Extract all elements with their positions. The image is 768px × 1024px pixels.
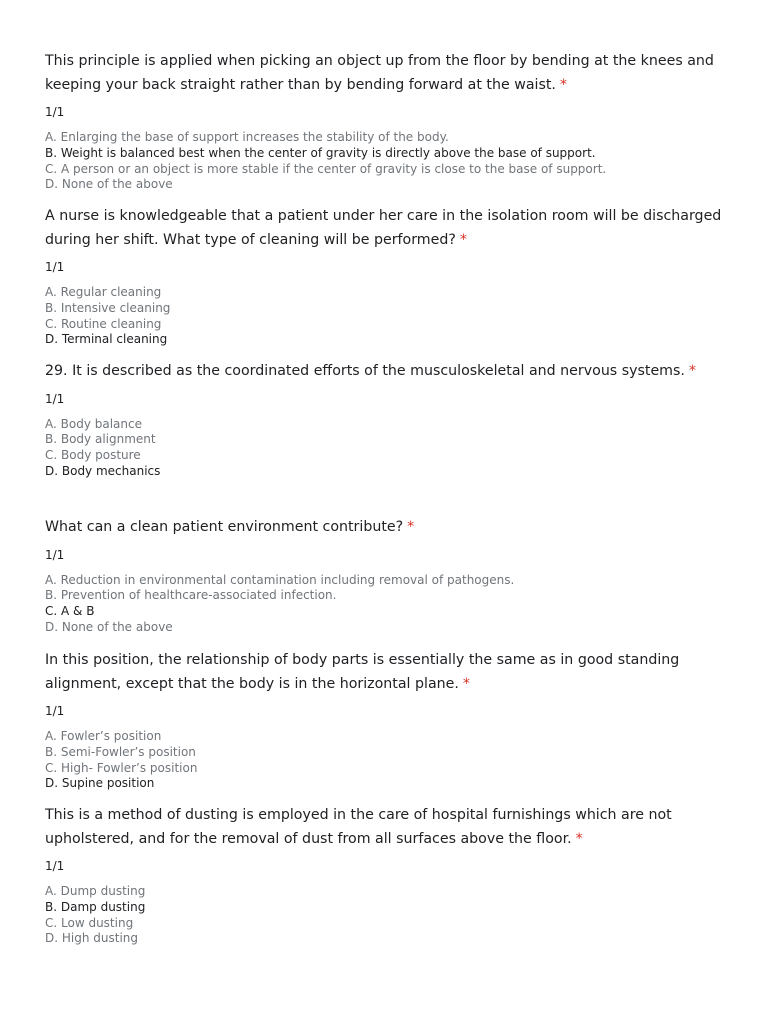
answer-option: C. Body posture [45, 448, 141, 463]
answer-option: B. Prevention of healthcare-associated infection. [45, 588, 337, 603]
question-block [45, 360, 735, 480]
answer-options [45, 130, 735, 193]
answer-option-correct: D. Supine position [45, 776, 155, 791]
required-star: * [559, 76, 568, 93]
answer-option: A. Body balance [45, 416, 142, 431]
answer-option: C. High- Fowler’s position [45, 760, 198, 775]
answer-option-correct: B. Weight is balanced best when the center of gravity is directly above the base of support. [45, 145, 596, 160]
answer-options [45, 729, 735, 792]
answer-option-correct: D. Body mechanics [45, 463, 161, 478]
question-text: 29. It is described as the coordinated efforts of the musculoskeletal and nervous systems. * [45, 363, 696, 379]
question-block [45, 804, 735, 947]
answer-option: A. Regular cleaning [45, 285, 162, 299]
required-star: * [462, 675, 470, 692]
question-score: 1/1 [45, 105, 65, 119]
answer-option: C. Low dusting [45, 915, 134, 930]
question-block [45, 50, 735, 193]
question-block [45, 205, 735, 348]
question-text: What can a clean patient environment contribute? * [45, 519, 415, 535]
question-block [45, 649, 735, 792]
question-score: 1/1 [45, 704, 65, 718]
answer-option-correct: B. Damp dusting [45, 899, 146, 914]
answer-option: B. Intensive cleaning [45, 300, 171, 315]
answer-option: B. Body alignment [45, 432, 156, 447]
required-star: * [459, 231, 467, 248]
answer-option: A. Dump dusting [45, 884, 146, 898]
answer-options [45, 573, 735, 636]
answer-option: C. A person or an object is more stable if the center of gravity is close to the base of support. [45, 161, 607, 176]
answer-option: B. Semi-Fowler’s position [45, 744, 196, 759]
answer-option: C. Routine cleaning [45, 316, 162, 331]
required-star: * [575, 830, 583, 847]
question-score: 1/1 [45, 859, 65, 873]
question-score: 1/1 [45, 547, 65, 562]
answer-option: A. Enlarging the base of support increases the stability of the body. [45, 130, 449, 144]
answer-options [45, 285, 735, 348]
answer-option-correct: C. A & B [45, 604, 95, 619]
answer-options [45, 884, 735, 947]
question-score: 1/1 [45, 260, 65, 274]
answer-option-correct: D. Terminal cleaning [45, 332, 168, 347]
question-text: A nurse is knowledgeable that a patient under her care in the isolation room will be discharged during her shift. What type of cleaning will be performed? * [45, 208, 722, 248]
question-score: 1/1 [45, 391, 65, 406]
required-star: * [407, 519, 415, 535]
answer-option: D. High dusting [45, 931, 138, 946]
answer-option: A. Reduction in environmental contamination including removal of pathogens. [45, 572, 515, 587]
question-text: In this position, the relationship of body parts is essentially the same as in good standing alignment, except that the body is in the horizontal plane. * [45, 652, 680, 692]
answer-option: A. Fowler’s position [45, 729, 162, 743]
question-block [45, 516, 735, 636]
answer-option: D. None of the above [45, 177, 173, 192]
question-text: This principle is applied when picking an object up from the floor by bending at the knees and keeping your back straight rather than by bending forward at the waist. * [45, 53, 714, 93]
answer-options [45, 417, 735, 480]
required-star: * [688, 363, 696, 379]
question-text: This is a method of dusting is employed in the care of hospital furnishings which are not upholstered, and for the removal of dust from all surfaces above the floor. * [45, 807, 672, 847]
answer-option: D. None of the above [45, 619, 173, 634]
